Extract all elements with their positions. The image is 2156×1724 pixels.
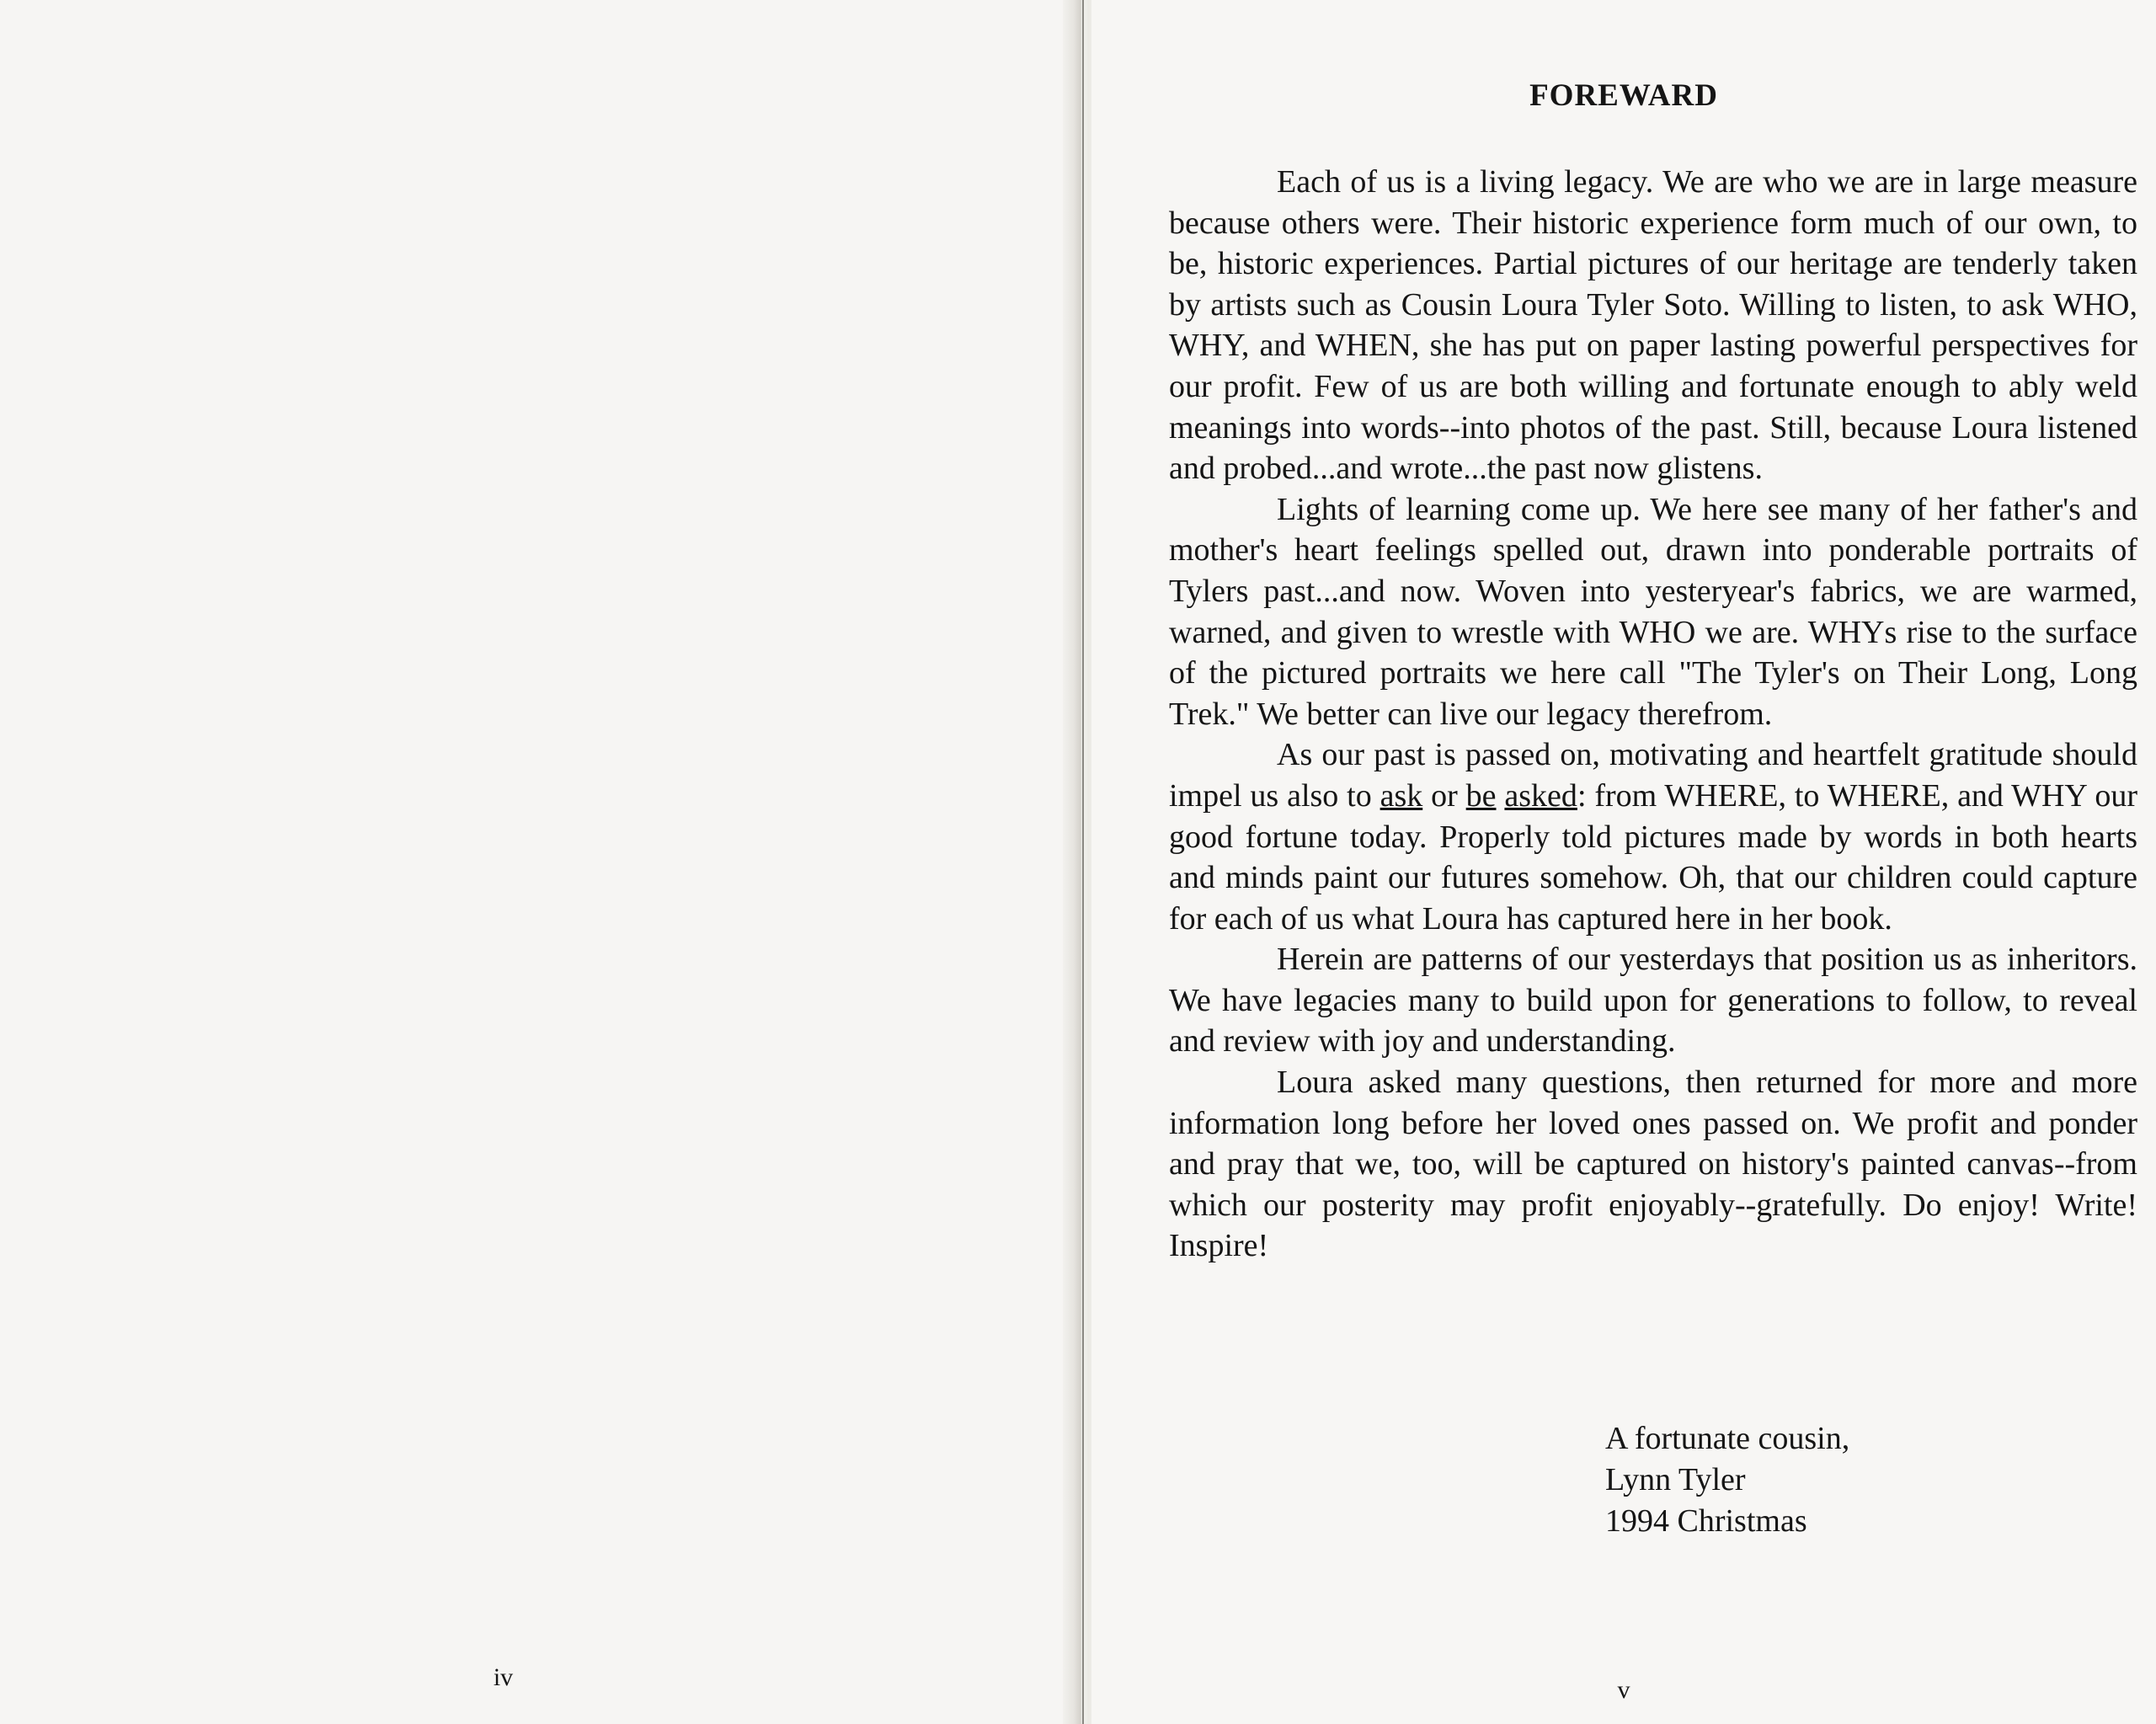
signature-block xyxy=(1605,1418,1849,1542)
right-page-number: v xyxy=(1617,1676,1630,1704)
paragraph-text: Each of us is a living legacy. We are who we are in large measure because others were. Their historic experience form much of our own, to be, historic experiences. Partial pictures of our heritage are tenderly taken by artists such as Cousin Loura Tyler Soto. Willing to listen, to ask WHO, WHY, and WHEN, she has put on paper lasting powerful perspectives for our profit. Few of us are both willing and fortunate enough to ably weld meanings into words--into photos of the past. Still, because Loura listened and probed...and wrote...the past now glistens. xyxy=(1169,164,2137,487)
signature-name: Lynn Tyler xyxy=(1605,1462,1746,1497)
paragraph-text: Lights of learning come up. We here see many of her father's and mother's heart feelings spelled out, drawn into ponderable portraits of Tylers past...and now. Woven into yesteryear's fabrics, we are warmed, warned, and given to wrestle with WHO we are. WHYs rise to the surface of the pictured portraits we here call "The Tyler's on Their Long, Long Trek." We better can live our legacy therefrom. xyxy=(1169,491,2137,732)
right-page xyxy=(1091,0,2156,1724)
paragraph-text: Loura asked many questions, then returned for more and more information long before her loved ones passed on. We profit and ponder and pray that we, too, will be captured on history's painted canvas--from which our posterity may profit enjoyably--gratefully. Do enjoy! Write! Inspire! xyxy=(1169,1065,2137,1264)
left-page-number: iv xyxy=(493,1663,514,1691)
foreword-paragraph xyxy=(1169,939,2137,1062)
signature-closing: A fortunate cousin, xyxy=(1605,1421,1850,1456)
foreword-body xyxy=(1169,162,2137,1267)
underlined-word: be xyxy=(1465,777,1497,814)
paragraph-text: Herein are patterns of our yesterdays that position us as inheritors. We have legacies many to build upon for generations to follow, to reveal and review with joy and understanding. xyxy=(1169,942,2137,1059)
foreword-paragraph xyxy=(1169,489,2137,735)
foreword-paragraph xyxy=(1169,1062,2137,1267)
underlined-word: asked xyxy=(1504,777,1577,814)
foreword-paragraph xyxy=(1169,162,2137,489)
paragraph-text: As our past is passed on, motivating and heartfelt gratitude should impel us also to xyxy=(1169,737,2137,814)
signature-date: 1994 Christmas xyxy=(1605,1503,1807,1539)
foreword-paragraph xyxy=(1169,734,2137,939)
left-page xyxy=(0,0,1070,1724)
paragraph-text: : from WHERE, to WHERE, and WHY our good fortune today. Properly told pictures made by words in both hearts and minds paint our futures somehow. Oh, that our children could capture for each of us what Loura has captured here in her book. xyxy=(1169,777,2137,937)
underlined-word: ask xyxy=(1380,777,1423,814)
paragraph-text xyxy=(1497,778,1505,814)
paragraph-text: or xyxy=(1422,777,1466,814)
gutter-fold-line xyxy=(1082,0,1084,1724)
page-title: FOREWARD xyxy=(1529,78,1718,113)
